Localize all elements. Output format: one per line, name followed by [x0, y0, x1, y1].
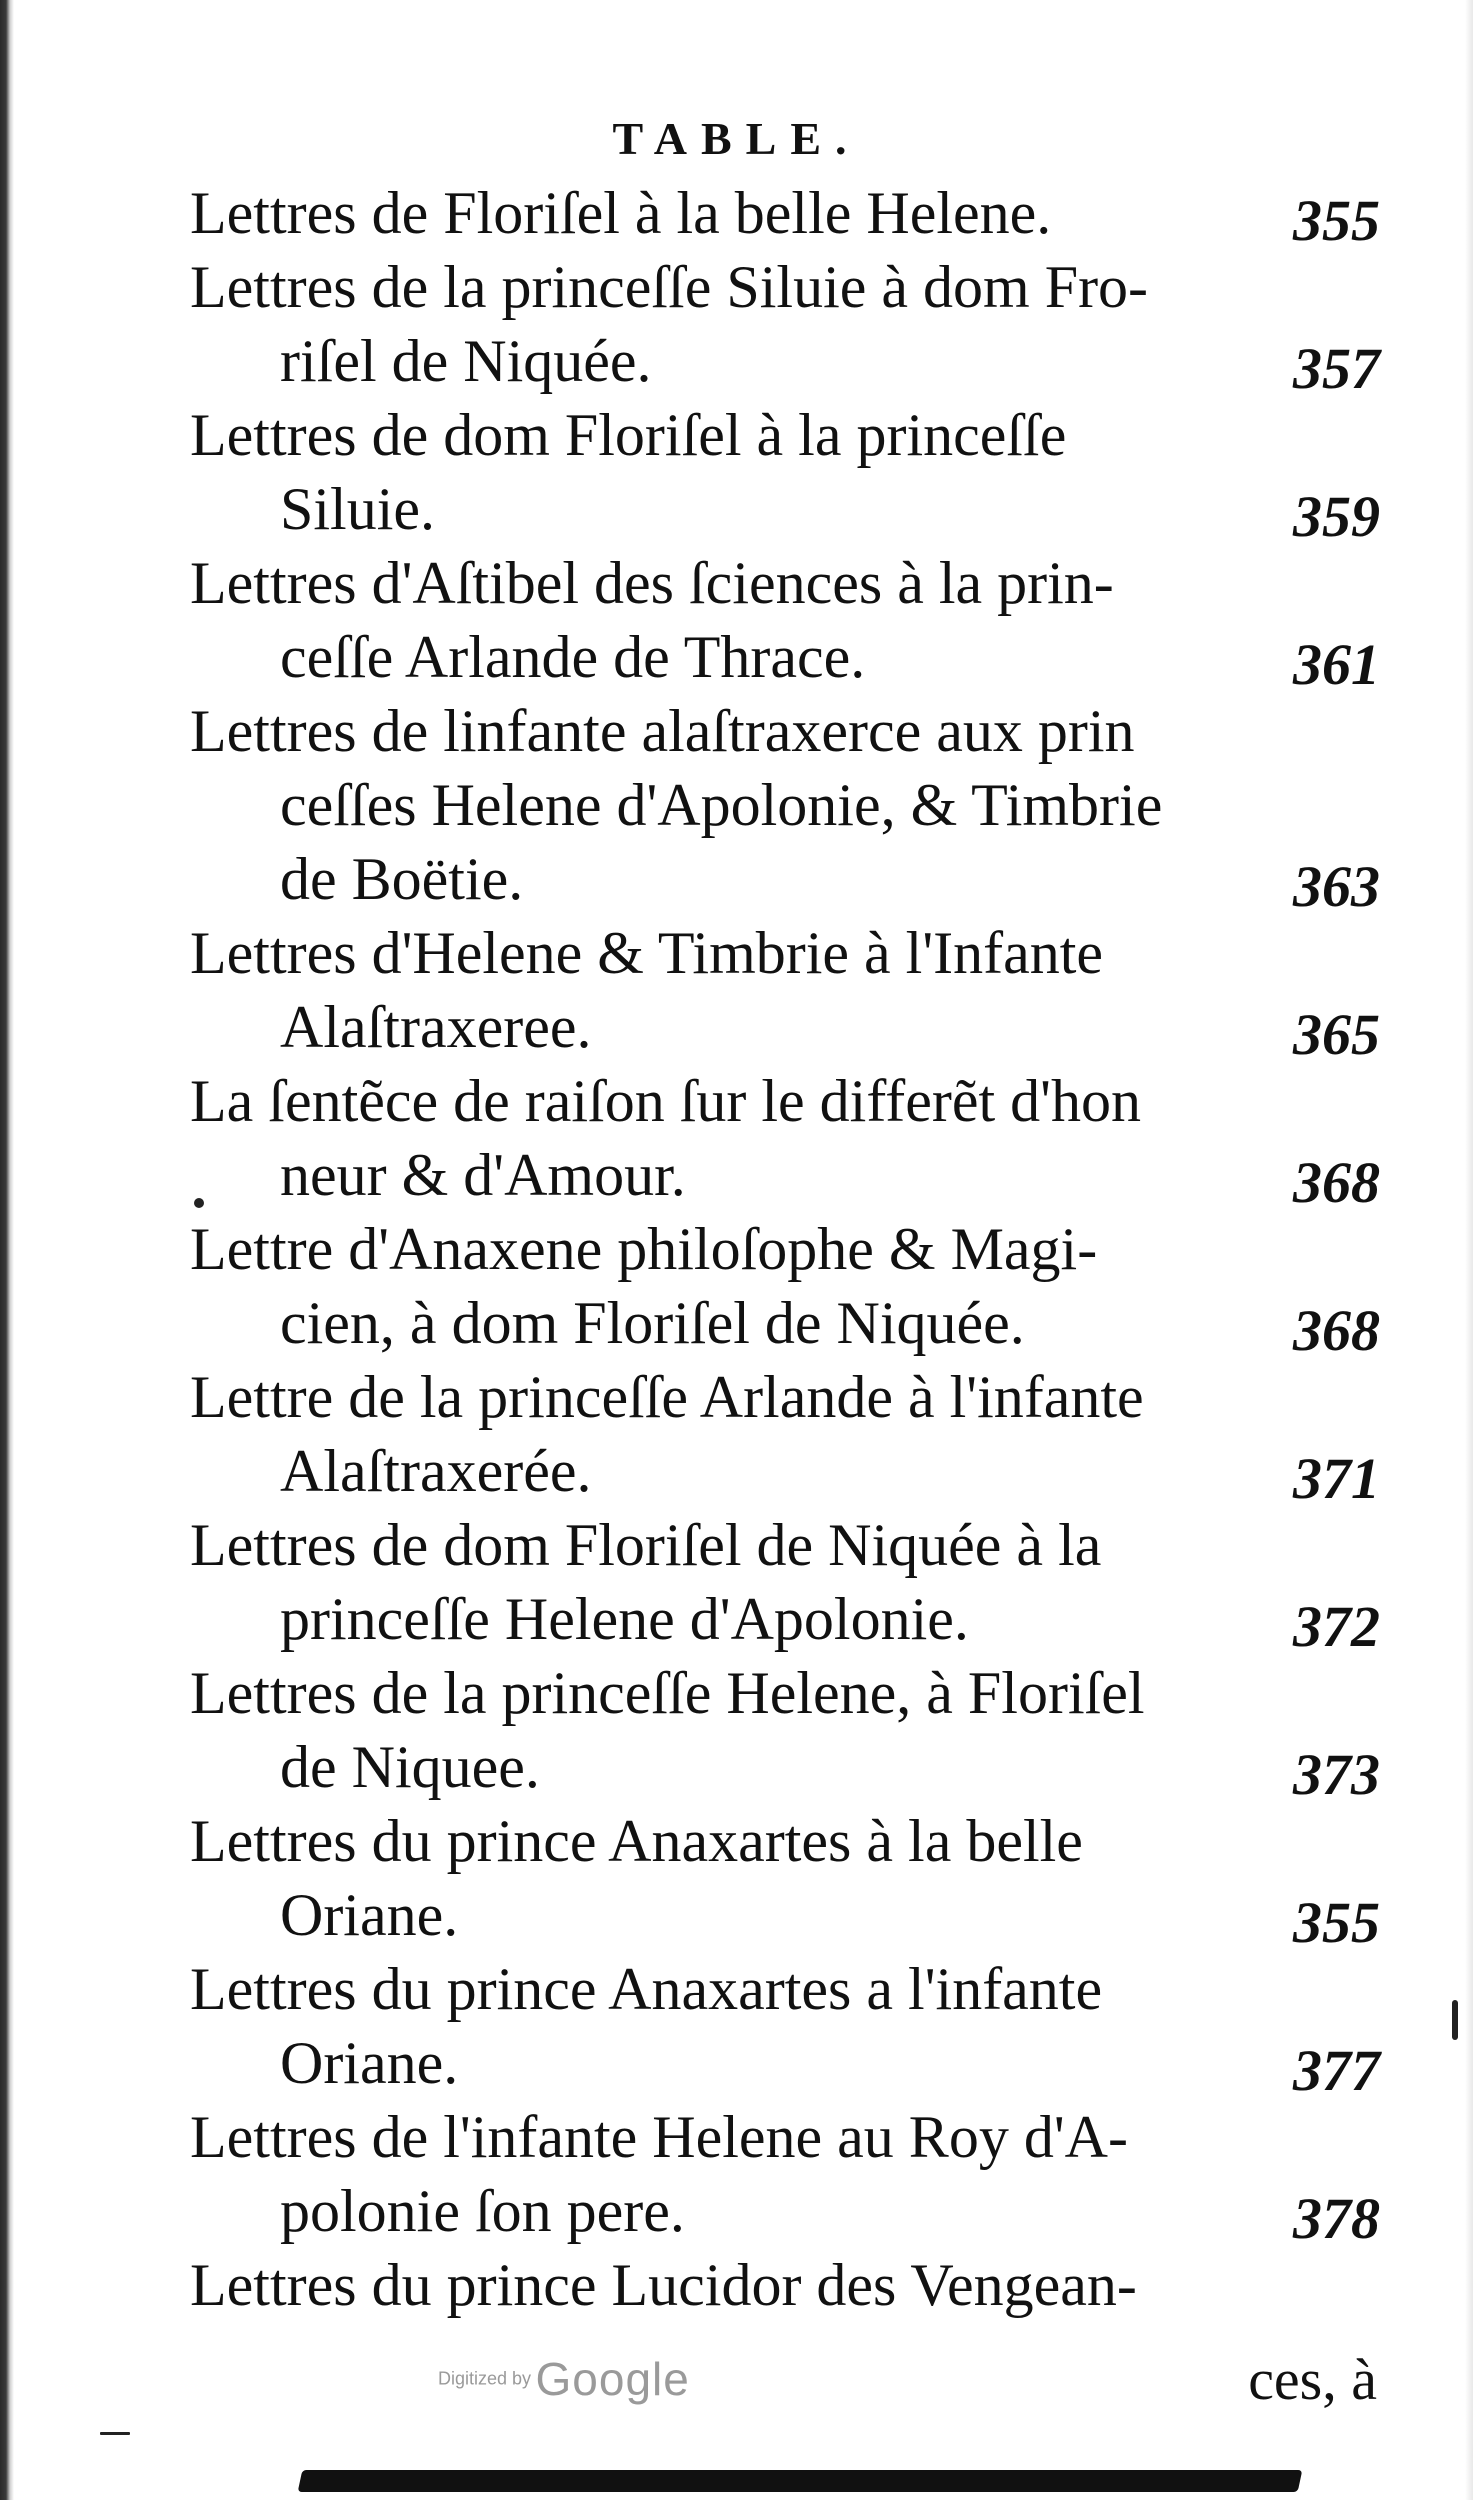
toc-entry-text: La ſentẽce de raiſon ſur le differẽt d'hon: [190, 1068, 1141, 1134]
ink-speck: [1452, 2000, 1458, 2040]
toc-entry: [190, 398, 1380, 549]
toc-entry-page-number: 365: [1293, 1002, 1380, 1067]
toc-entry-continuation: [190, 1878, 1380, 1955]
toc-entry: [190, 1656, 1380, 1807]
toc-entry-text: Alaſtraxeree.: [280, 994, 592, 1060]
toc-entry-page-number: 371: [1293, 1446, 1380, 1511]
toc-entry-line: [190, 546, 1380, 620]
toc-entry-continuation: [190, 1434, 1380, 1511]
watermark-google-text: Google: [535, 2353, 690, 2405]
toc-entry: [190, 1360, 1380, 1511]
toc-entry-text: Lettres du prince Lucidor des Vengean-: [190, 2252, 1137, 2318]
watermark-small-text: Digitized by: [438, 2368, 532, 2389]
toc-entry-page-number: 373: [1293, 1742, 1380, 1807]
toc-entry-page-number: 355: [1293, 188, 1380, 253]
toc-entry: [190, 694, 1380, 919]
toc-entry-text: Lettres de dom Floriſel à la princeſſe: [190, 402, 1067, 468]
toc-entry-line: [190, 250, 1380, 324]
toc-entry-text: riſel de Niquée.: [280, 328, 652, 394]
toc-entry: [190, 250, 1380, 401]
toc-entry-text: Lettres du prince Anaxartes à la belle: [190, 1808, 1083, 1874]
toc-entry-page-number: 359: [1293, 484, 1380, 549]
toc-entry-page-number: 368: [1293, 1298, 1380, 1363]
toc-entry-text: ceſſes Helene d'Apolonie, & Timbrie: [280, 772, 1163, 838]
toc-entry-page-number: 361: [1293, 632, 1380, 697]
toc-entry-text: neur & d'Amour.: [280, 1142, 686, 1208]
toc-entry-text: Lettres d'Helene & Timbrie à l'Infante: [190, 920, 1104, 986]
toc-entry-line: [190, 176, 1380, 253]
toc-entry-continuation: [190, 1286, 1380, 1363]
toc-entry-line: [190, 398, 1380, 472]
toc-entry-continuation: [190, 768, 1380, 842]
toc-entry: [190, 546, 1380, 697]
toc-entry-text: Oriane.: [280, 1882, 459, 1948]
toc-entry: [190, 1804, 1380, 1955]
toc-entry-line: [190, 1952, 1380, 2026]
toc-entry-text: Lettres de l'infante Helene au Roy d'A-: [190, 2104, 1128, 2170]
page-header: TABLE.: [612, 113, 861, 164]
toc-entry-text: Lettre de la princeſſe Arlande à l'infante: [190, 1364, 1144, 1430]
toc-entry: [190, 1952, 1380, 2103]
toc-entry-text: Lettres de la princeſſe Siluie à dom Fro-: [190, 254, 1149, 320]
toc-entry-continuation: [190, 1730, 1380, 1807]
toc-entry-page-number: 372: [1293, 1594, 1380, 1659]
toc-entry-text: Lettres de la princeſſe Helene, à Floriſel: [190, 1660, 1145, 1726]
toc-entry-continuation: [190, 1138, 1380, 1215]
toc-entry-continuation: [190, 842, 1380, 919]
toc-entry-text: Alaſtraxerée.: [280, 1438, 592, 1504]
toc-entry-text: Siluie.: [280, 476, 436, 542]
toc-entry-line: [190, 1508, 1380, 1582]
ink-speck: [100, 2432, 130, 2435]
toc-entry: [190, 1064, 1380, 1215]
toc-entry-line: [190, 2100, 1380, 2174]
toc-entry: [190, 916, 1380, 1067]
page-edge-right: [1465, 0, 1473, 2500]
catchword: ces, à: [1248, 2347, 1377, 2412]
toc-entry-continuation: [190, 620, 1380, 697]
toc-entry-text: de Boëtie.: [280, 846, 524, 912]
table-of-contents: [190, 176, 1380, 2322]
toc-entry-page-number: 368: [1293, 1150, 1380, 1215]
toc-entry-continuation: [190, 2026, 1380, 2103]
toc-entry-page-number: 363: [1293, 854, 1380, 919]
toc-entry-text: de Niquee.: [280, 1734, 540, 1800]
toc-entry-line: [190, 1064, 1380, 1138]
toc-entry-text: polonie ſon pere.: [280, 2178, 685, 2244]
toc-entry-continuation: [190, 990, 1380, 1067]
toc-entry-continuation: [190, 1582, 1380, 1659]
toc-entry-text: cien, à dom Floriſel de Niquée.: [280, 1290, 1025, 1356]
toc-entry: [190, 1508, 1380, 1659]
toc-entry-text: Lettres du prince Anaxartes a l'infante: [190, 1956, 1103, 2022]
toc-entry-text: Lettre d'Anaxene philoſophe & Magi-: [190, 1216, 1098, 1282]
toc-entry-text: Oriane.: [280, 2030, 459, 2096]
toc-entry-text: Lettres de Floriſel à la belle Helene.: [190, 180, 1052, 246]
toc-entry-continuation: [190, 324, 1380, 401]
toc-entry-text: princeſſe Helene d'Apolonie.: [280, 1586, 969, 1652]
binding-shadow: [298, 2470, 1303, 2492]
toc-entry-line: [190, 1804, 1380, 1878]
toc-entry-text: Lettres d'Aſtibel des ſciences à la prin-: [190, 550, 1114, 616]
toc-entry-line: [190, 694, 1380, 768]
page-edge-left: [0, 0, 14, 2500]
toc-entry-text: Lettres de dom Floriſel de Niquée à la: [190, 1512, 1102, 1578]
toc-entry-page-number: 378: [1293, 2186, 1380, 2251]
toc-entry-line: [190, 1212, 1380, 1286]
toc-entry-continuation: [190, 2174, 1380, 2251]
toc-entry-line: [190, 1656, 1380, 1730]
toc-entry: [190, 2100, 1380, 2251]
toc-entry-page-number: 355: [1293, 1890, 1380, 1955]
toc-entry-line: [190, 1360, 1380, 1434]
digitized-by-google-watermark: [438, 2352, 690, 2406]
ink-speck: [194, 1198, 204, 1208]
toc-entry-text: ceſſe Arlande de Thrace.: [280, 624, 866, 690]
toc-entry-line: [190, 2248, 1380, 2322]
toc-entry: [190, 2248, 1380, 2322]
toc-entry-page-number: 357: [1293, 336, 1380, 401]
toc-entry: [190, 1212, 1380, 1363]
toc-entry-text: Lettres de linfante alaſtraxerce aux prin: [190, 698, 1135, 764]
toc-entry-line: [190, 916, 1380, 990]
toc-entry-page-number: 377: [1293, 2038, 1380, 2103]
toc-entry-continuation: [190, 472, 1380, 549]
toc-entry: [190, 176, 1380, 253]
